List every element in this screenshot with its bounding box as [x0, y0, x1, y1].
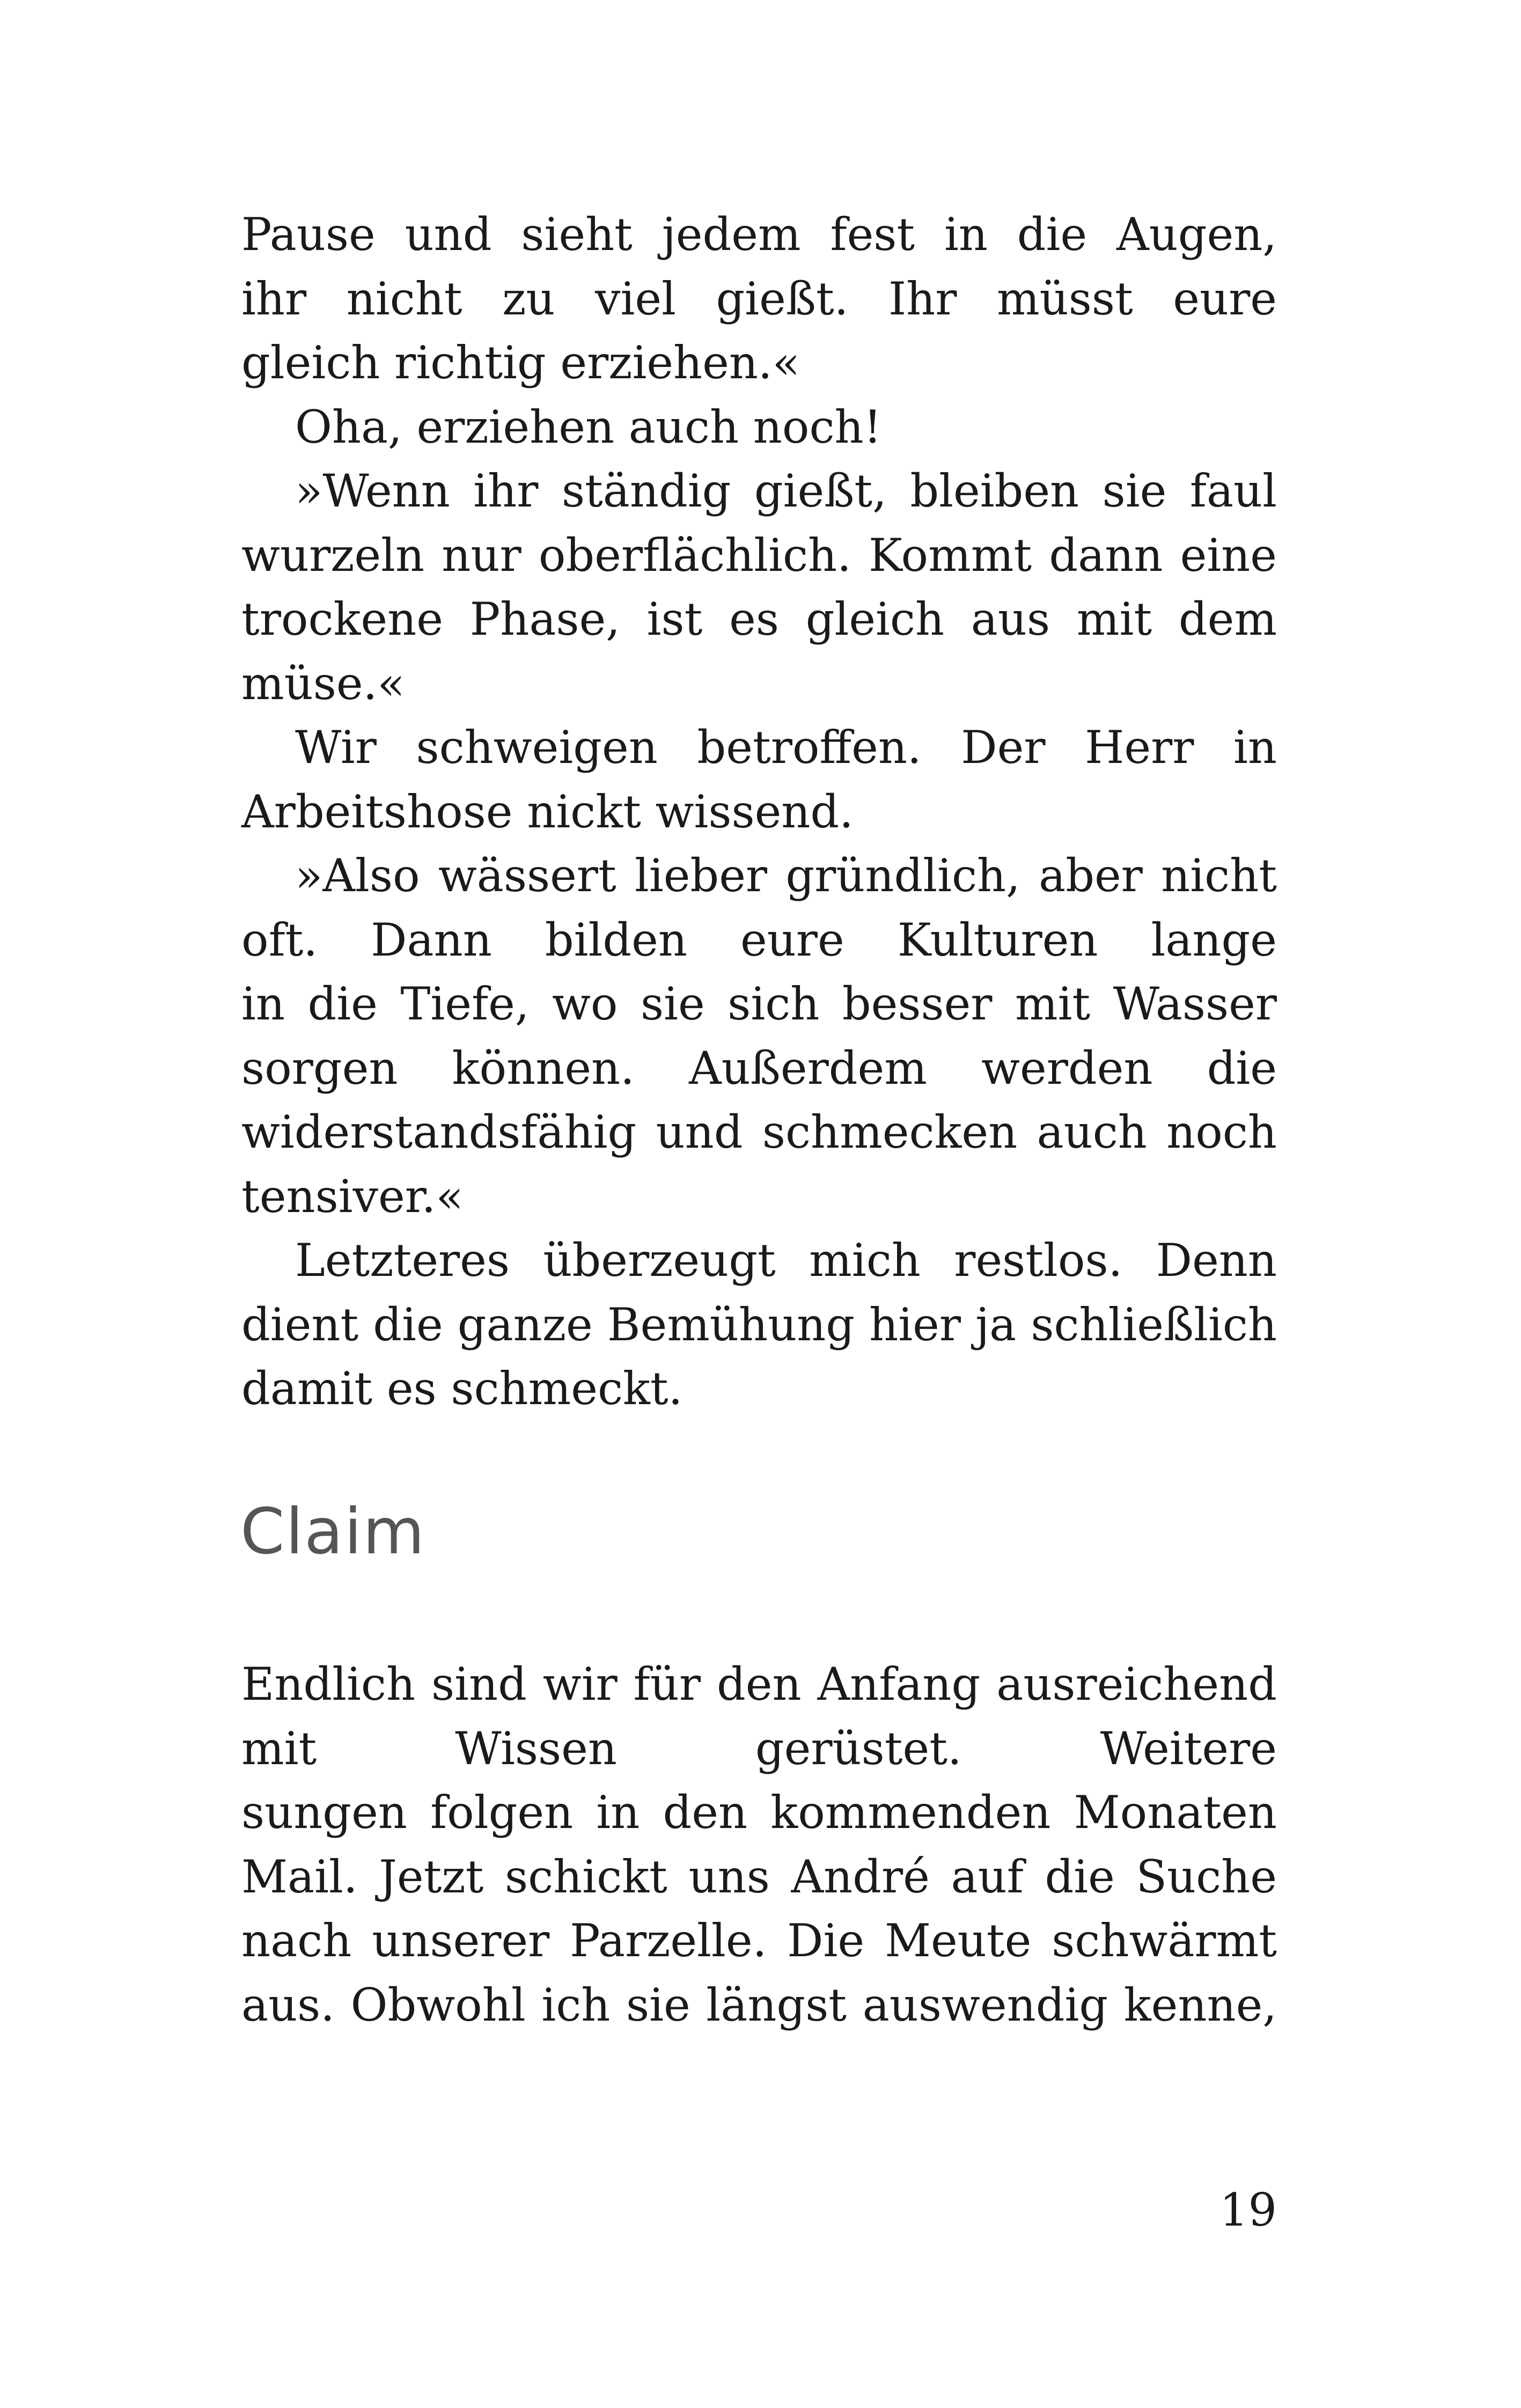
- text-line: sorgen können. Außerdem werden die: [241, 1041, 1277, 1095]
- text-line: gleich richtig erziehen.«: [241, 336, 800, 389]
- text-line: Mail. Jetzt schickt uns André auf die Suche: [241, 1850, 1277, 1903]
- text-line: »Wenn ihr ständig gießt, bleiben sie faul: [295, 465, 1277, 517]
- body-text-section-1: [241, 203, 1277, 1421]
- text-line: müse.«: [241, 657, 405, 710]
- text-line: sungen folgen in den kommenden Monaten: [241, 1786, 1277, 1839]
- text-line: Letzteres überzeugt mich restlos. Denn: [295, 1234, 1277, 1287]
- text-line: widerstandsfähig und schmecken auch noch: [241, 1106, 1277, 1158]
- text-line: »Also wässert lieber gründlich, aber nicht: [295, 849, 1277, 902]
- text-line: oft. Dann bilden eure Kulturen lange: [241, 913, 1277, 966]
- text-line: ihr nicht zu viel gießt. Ihr müsst eure: [241, 272, 1277, 325]
- text-line: Pause und sieht jedem fest in die Augen,: [241, 208, 1277, 261]
- text-line: mit Wissen gerüstet. Weitere: [241, 1722, 1277, 1775]
- text-line: in die Tiefe, wo sie sich besser mit Wasser: [241, 978, 1277, 1030]
- body-text-section-2: [241, 1653, 1277, 2037]
- chapter-heading: Claim: [240, 1494, 426, 1568]
- text-line: nach unserer Parzelle. Die Meute schwärmt: [241, 1914, 1277, 1967]
- text-line: damit es schmeckt.: [241, 1362, 683, 1415]
- text-line: tensiver.«: [241, 1170, 464, 1223]
- text-line: Wir schweigen betroffen. Der Herr in: [295, 721, 1277, 774]
- text-line: aus. Obwohl ich sie längst auswendig kenne,: [241, 1978, 1277, 2031]
- text-line: Oha, erziehen auch noch!: [295, 400, 882, 453]
- page-number: 19: [1219, 2184, 1277, 2236]
- text-line: Arbeitshose nickt wissend.: [241, 785, 854, 838]
- text-line: trockene Phase, ist es gleich aus mit dem: [241, 593, 1277, 645]
- text-line: wurzeln nur oberflächlich. Kommt dann eine: [241, 528, 1277, 582]
- text-line: Endlich sind wir für den Anfang ausreichend: [241, 1658, 1277, 1710]
- text-line: dient die ganze Bemühung hier ja schließlich: [241, 1298, 1277, 1351]
